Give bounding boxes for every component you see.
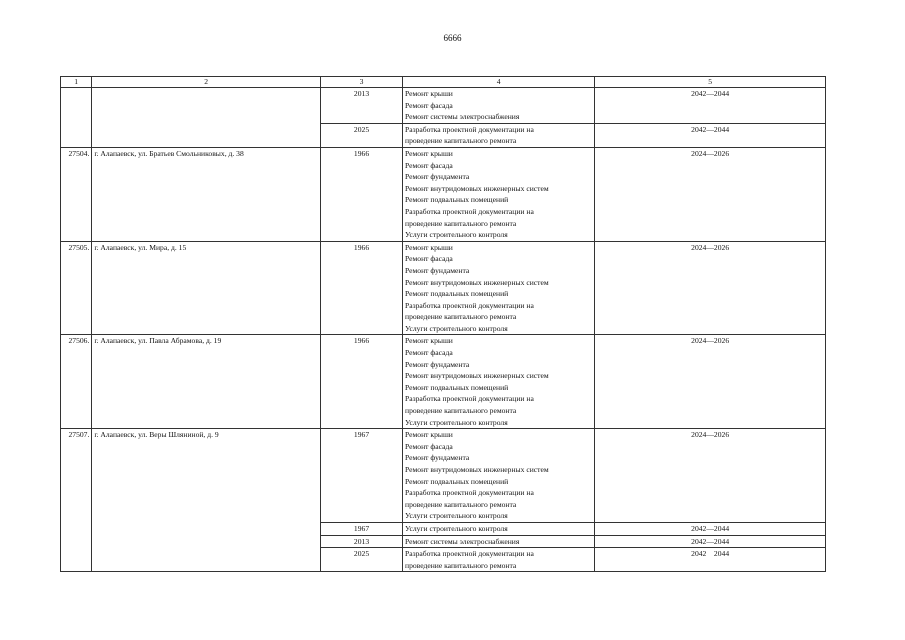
column-header: 1: [61, 77, 92, 88]
works-cell: [403, 335, 595, 429]
column-header: 3: [321, 77, 403, 88]
year-cell: 1966: [321, 335, 403, 429]
work-item: Разработка проектной документации на: [405, 206, 534, 216]
work-item: проведение капитального ремонта: [405, 218, 517, 228]
work-item: Ремонт фасада: [405, 254, 453, 264]
entry-address: г. Алапаевск, ул. Павла Абрамова, д. 19: [92, 335, 321, 429]
column-header: 5: [595, 77, 826, 88]
work-item: Ремонт крыши: [405, 148, 453, 158]
works-cell: [403, 147, 595, 241]
work-item: Ремонт фасада: [405, 100, 453, 110]
works-cell: [403, 241, 595, 335]
work-item: Ремонт внутридомовых инженерных систем: [405, 183, 549, 193]
work-item: Услуги строительного контроля: [405, 511, 508, 521]
work-item: Ремонт подвальных помещений: [405, 195, 509, 205]
table-row: [61, 335, 826, 429]
work-item: Ремонт системы электроснабжения: [405, 536, 520, 546]
work-item: проведение капитального ремонта: [405, 499, 517, 509]
table-row: [61, 88, 826, 124]
works-cell: [403, 548, 595, 572]
work-item: Услуги строительного контроля: [405, 417, 508, 427]
page-number: 6666: [443, 33, 462, 43]
work-item: Ремонт фундамента: [405, 172, 470, 182]
period-cell: 2042 2044: [595, 548, 826, 572]
capital-repair-table: [60, 76, 826, 572]
period-cell: 2024—2026: [595, 429, 826, 523]
period-cell: 2024—2026: [595, 147, 826, 241]
works-cell: [403, 88, 595, 124]
work-item: проведение капитального ремонта: [405, 136, 517, 146]
work-item: Услуги строительного контроля: [405, 230, 508, 240]
works-cell: [403, 123, 595, 147]
work-item: Ремонт крыши: [405, 336, 453, 346]
period-cell: 2024—2026: [595, 241, 826, 335]
work-item: Ремонт фасада: [405, 441, 453, 451]
work-item: Разработка проектной документации на: [405, 300, 534, 310]
entry-number: 27504.: [61, 147, 92, 241]
entry-number: 27506.: [61, 335, 92, 429]
year-cell: 1966: [321, 241, 403, 335]
work-item: Услуги строительного контроля: [405, 523, 508, 533]
work-item: проведение капитального ремонта: [405, 406, 517, 416]
year-cell: 1967: [321, 429, 403, 523]
period-cell: 2024—2026: [595, 335, 826, 429]
period-cell: 2042—2044: [595, 535, 826, 548]
work-item: Услуги строительного контроля: [405, 323, 508, 333]
year-cell: 1966: [321, 147, 403, 241]
year-cell: 2013: [321, 88, 403, 124]
table-row: [61, 241, 826, 335]
work-item: Ремонт подвальных помещений: [405, 476, 509, 486]
work-item: Ремонт фундамента: [405, 453, 470, 463]
work-item: Разработка проектной документации на: [405, 549, 534, 559]
work-item: Ремонт фундамента: [405, 265, 470, 275]
entry-address-cell: [92, 88, 321, 148]
entry-address: г. Алапаевск, ул. Мира, д. 15: [92, 241, 321, 335]
column-header-row: [61, 77, 826, 88]
works-cell: [403, 522, 595, 535]
entry-number-cell: [61, 88, 92, 148]
work-item: Разработка проектной документации на: [405, 124, 534, 134]
period-cell: 2042—2044: [595, 123, 826, 147]
year-cell: 2025: [321, 123, 403, 147]
entry-address: г. Алапаевск, ул. Братьев Смольниковых, д. 38: [92, 147, 321, 241]
column-header: 2: [92, 77, 321, 88]
table-row: [61, 147, 826, 241]
work-item: Ремонт подвальных помещений: [405, 382, 509, 392]
year-cell: 2013: [321, 535, 403, 548]
work-item: Ремонт фундамента: [405, 359, 470, 369]
work-item: Разработка проектной документации на: [405, 394, 534, 404]
work-item: Ремонт фасада: [405, 160, 453, 170]
works-cell: [403, 429, 595, 523]
table-row: [61, 429, 826, 523]
work-item: Ремонт подвальных помещений: [405, 289, 509, 299]
works-cell: [403, 535, 595, 548]
work-item: Ремонт крыши: [405, 242, 453, 252]
column-header: 4: [403, 77, 595, 88]
work-item: Ремонт внутридомовых инженерных систем: [405, 371, 549, 381]
work-item: Ремонт системы электроснабжения: [405, 112, 520, 122]
period-cell: 2042—2044: [595, 88, 826, 124]
work-item: Ремонт фасада: [405, 348, 453, 358]
year-cell: 1967: [321, 522, 403, 535]
period-cell: 2042—2044: [595, 522, 826, 535]
work-item: Ремонт крыши: [405, 430, 453, 440]
year-cell: 2025: [321, 548, 403, 572]
work-item: Ремонт крыши: [405, 89, 453, 98]
work-item: Ремонт внутридомовых инженерных систем: [405, 277, 549, 287]
work-item: Разработка проектной документации на: [405, 488, 534, 498]
work-item: Ремонт внутридомовых инженерных систем: [405, 465, 549, 474]
entry-address: г. Алапаевск, ул. Веры Шляниной, д. 9: [92, 429, 321, 572]
entry-number: 27507.: [61, 429, 92, 572]
work-item: проведение капитального ремонта: [405, 560, 517, 570]
entry-number: 27505.: [61, 241, 92, 335]
work-item: проведение капитального ремонта: [405, 312, 517, 322]
